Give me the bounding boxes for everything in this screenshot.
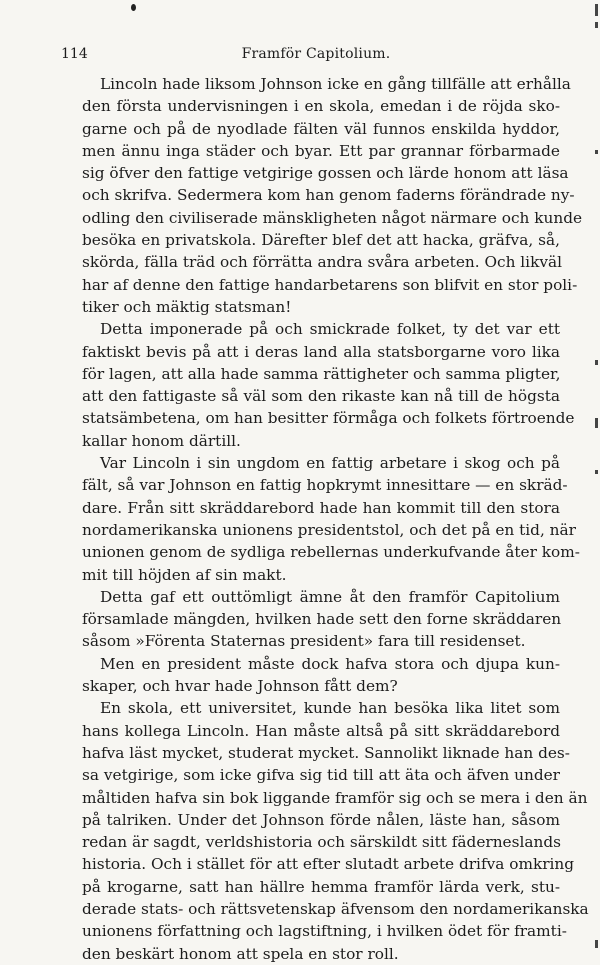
text-line: fält, så var Johnson en fattig hopkrymt innesittare — en skräd- <box>82 476 568 495</box>
text-line: att den fattigaste så väl som den rikaste kan nå till de högsta <box>82 387 560 406</box>
text-line: statsämbetena, om han besitter förmåga och folkets förtroende <box>82 409 575 428</box>
text-line: kallar honom därtill. <box>82 431 241 450</box>
text-line: sig öfver den fattige vetgirige gossen och lärde honom att läsa <box>82 164 569 183</box>
text-line: faktiskt bevis på att i deras land alla statsborgarne voro lika <box>82 342 560 361</box>
text-line: unionen genom de sydliga rebellernas underkufvande åter kom- <box>82 543 580 562</box>
text-line: skaper, och hvar hade Johnson fått dem? <box>82 677 398 696</box>
text-line: mit till höjden af sin makt. <box>82 565 287 584</box>
text-line: har af denne den fattige handarbetarens son blifvit en stor poli- <box>82 275 578 294</box>
text-line: på krogarne, satt han hällre hemma framför lärda verk, stu- <box>82 877 560 896</box>
text-line: Detta gaf ett outtömligt ämne åt den framför Capitolium <box>100 587 560 606</box>
text-line: historia. Och i stället för att efter slutadt arbete drifva omkring <box>82 855 575 874</box>
text-line: nordamerikanska unionens presidentstol, och det på en tid, när <box>82 520 576 539</box>
text-line: men ännu inga städer och byar. Ett par grannar förbarmade <box>82 141 560 160</box>
text-line: hans kollega Lincoln. Han måste altså på sitt skräddarebord <box>82 721 560 740</box>
text-line: den beskärt honom att spela en stor roll. <box>82 944 399 963</box>
text-line: måltiden hafva sin bok liggande framför sig och se mera i den än <box>82 788 588 807</box>
text-line: tiker och mäktig statsman! <box>82 297 292 316</box>
running-title: Framför Capitolium. <box>241 46 391 62</box>
text-line: såsom »Förenta Staternas president» fara till residenset. <box>82 632 526 651</box>
body-text <box>82 73 589 965</box>
text-line: En skola, ett universitet, kunde han besöka lika litet som <box>100 699 560 718</box>
text-line: församlade mängden, hvilken hade sett den forne skräddaren <box>82 610 562 629</box>
text-line: Detta imponerade på och smickrade folket, ty det var ett <box>100 320 560 339</box>
text-line: besöka en privatskola. Därefter blef det att hacka, gräfva, så, <box>82 231 560 250</box>
text-line: Men en president måste dock hafva stora och djupa kun- <box>100 654 560 673</box>
ink-spot <box>131 4 136 11</box>
text-line: odling den civiliserade mänskligheten något närmare och kunde <box>82 208 583 227</box>
text-line: den första undervisningen i en skola, emedan i de röjda sko- <box>82 97 560 116</box>
text-line: dare. Från sitt skräddarebord hade han kommit till den stora <box>82 498 560 517</box>
text-line: unionens författning och lagstiftning, i hvilken ödet för framti- <box>82 922 567 941</box>
text-line: Lincoln hade liksom Johnson icke en gång tillfälle att erhålla <box>100 75 571 93</box>
text-line: och skrifva. Sedermera kom han genom faderns förändrade ny- <box>82 186 575 205</box>
text-line: redan är sagdt, verldshistoria och särskildt sitt fäderneslands <box>82 833 561 852</box>
text-line: hafva läst mycket, studerat mycket. Sannolikt liknade han des- <box>82 743 570 762</box>
page-number: 114 <box>61 46 88 62</box>
text-line: Var Lincoln i sin ungdom en fattig arbetare i skog och på <box>100 454 560 473</box>
text-line: på talriken. Under det Johnson förde nålen, läste han, såsom <box>82 810 560 829</box>
text-line: sa vetgirige, som icke gifva sig tid till att äta och äfven under <box>82 766 560 785</box>
text-line: garne och på de nyodlade fälten väl funnos enskilda hyddor, <box>82 119 560 138</box>
text-line: skörda, fälla träd och förrätta andra svåra arbeten. Och likväl <box>82 253 562 272</box>
page-edge-marks <box>592 0 600 961</box>
running-header <box>61 46 571 66</box>
text-line: för lagen, att alla hade samma rättigheter och samma pligter, <box>82 364 561 383</box>
text-line: derade stats- och rättsvetenskap äfvensom den nordamerikanska <box>82 899 589 918</box>
